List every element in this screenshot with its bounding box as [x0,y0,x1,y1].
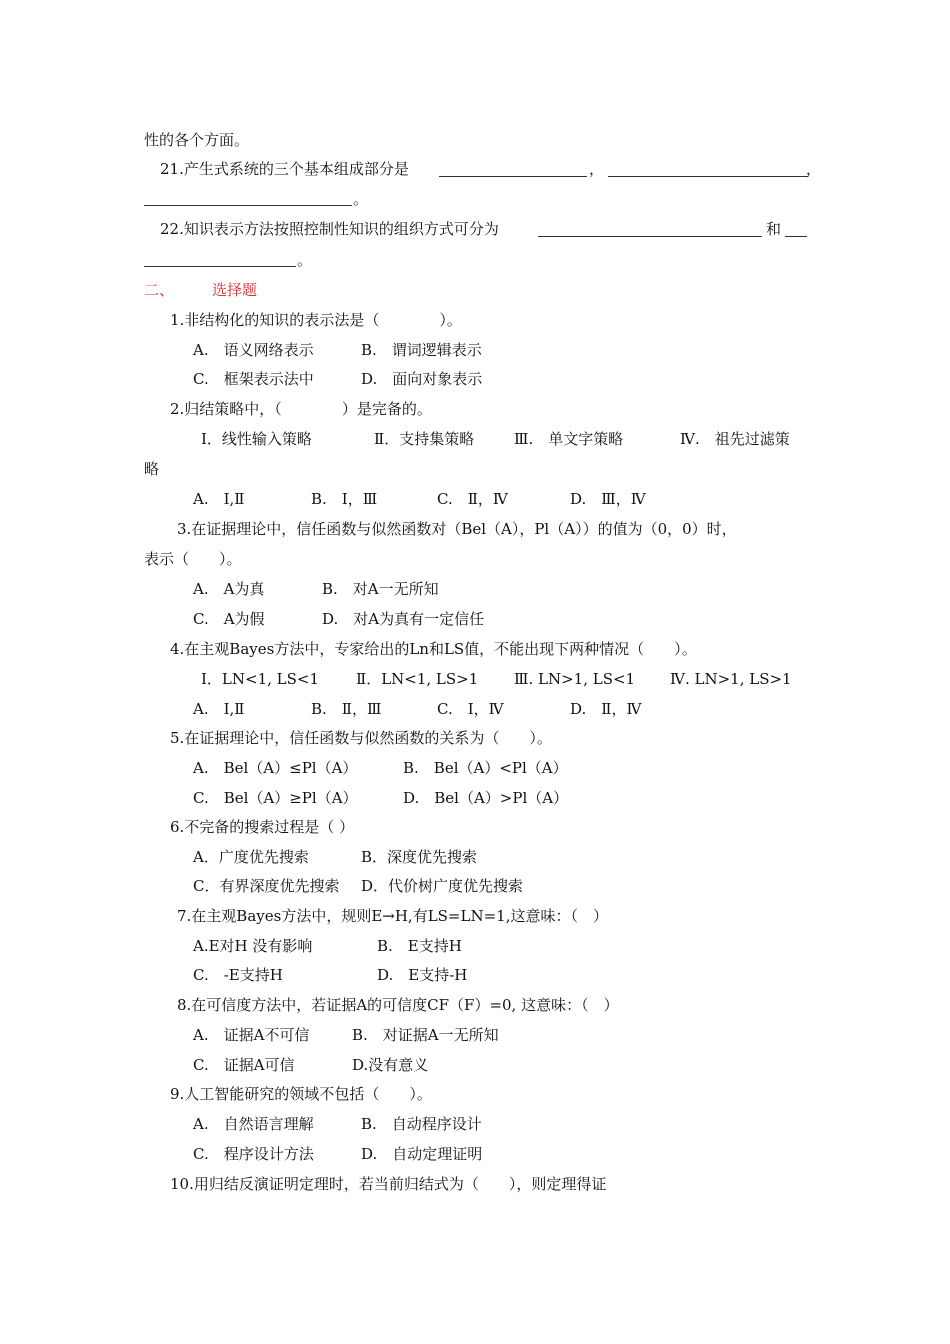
q4-item-4: Ⅳ. LN>1, LS>1 [670,670,792,688]
q22-blank-1 [538,236,762,237]
q4-option-d: D. Ⅱ，Ⅳ [570,700,642,718]
q2-item-3: Ⅲ. 单文字策略 [514,430,624,448]
q3-option-b: B. 对A一无所知 [322,580,439,598]
q7-option-a: A.E对H 没有影响 [193,937,313,955]
q2-option-a: A. Ⅰ,Ⅱ [193,490,245,508]
q5-option-c: C. Bel（A）≥Pl（A） [193,789,358,807]
q5-option-d: D. Bel（A）>Pl（A） [403,789,569,807]
q22-end: 。 [297,251,313,269]
q21-blank-3 [144,205,352,206]
q2-stem: 2.归结策略中，（ ）是完备的。 [170,400,432,418]
q22-blank-2 [144,266,296,267]
q1-option-a: A. 语义网络表示 [193,341,314,359]
q21-text: 21.产生式系统的三个基本组成部分是 [160,160,409,178]
q21-separator-1: ， [589,160,605,178]
q2-item-2: Ⅱ．支持集策略 [374,430,475,448]
q9-option-a: A. 自然语言理解 [193,1115,314,1133]
q6-option-b: B．深度优先搜索 [361,848,478,866]
q5-option-b: B. Bel（A）<Pl（A） [403,759,568,777]
q3-stem: 3.在证据理论中，信任函数与似然函数对（Bel（A），Pl（A））的值为（0，0）时， [177,520,737,538]
q3-option-a: A. A为真 [193,580,265,598]
q8-option-a: A. 证据A不可信 [193,1026,310,1044]
q8-option-c: C. 证据A可信 [193,1056,295,1074]
q9-stem: 9.人工智能研究的领域不包括（ ）。 [170,1085,432,1103]
q4-item-3: Ⅲ. LN>1, LS<1 [514,670,636,688]
q22-and: 和 [766,220,782,238]
q8-option-b: B. 对证据A一无所知 [352,1026,499,1044]
q7-option-d: D. E支持-H [377,966,468,984]
q6-option-a: A．广度优先搜索 [193,848,309,866]
q4-item-1: Ⅰ．LN<1, LS<1 [201,670,320,688]
q9-option-b: B. 自动程序设计 [361,1115,482,1133]
q9-option-c: C. 程序设计方法 [193,1145,314,1163]
q8-stem: 8.在可信度方法中，若证据A的可信度CF（F）=0, 这意味：（ ） [177,996,619,1014]
q21-blank-2 [608,176,808,177]
q5-stem: 5.在证据理论中，信任函数与似然函数的关系为（ ）。 [170,729,552,747]
q4-item-2: Ⅱ．LN<1, LS>1 [356,670,479,688]
q1-stem: 1.非结构化的知识的表示法是（ ）。 [170,311,462,329]
q3-option-c: C. A为假 [193,610,265,628]
q2-option-b: B. Ⅰ，Ⅲ [311,490,378,508]
q3-option-d: D. 对A为真有一定信任 [322,610,485,628]
q7-stem: 7.在主观Bayes方法中，规则E→H,有LS=LN=1,这意味：（ ） [177,907,608,925]
q22-blank-2-start [785,236,807,237]
q10-stem: 10.用归结反演证明定理时，若当前归结式为（ ），则定理得证 [170,1175,607,1193]
q4-option-b: B. Ⅱ，Ⅲ [311,700,382,718]
q2-item-4-continuation: 略 [144,460,160,478]
q22-text: 22.知识表示方法按照控制性知识的组织方式可分为 [160,220,499,238]
q4-stem: 4.在主观Bayes方法中，专家给出的Ln和LS值，不能出现下两种情况（ ）。 [170,640,697,658]
q4-option-a: A. Ⅰ,Ⅱ [193,700,245,718]
q7-option-b: B. E支持H [377,937,462,955]
section-title: 选择题 [212,281,258,299]
q2-option-d: D. Ⅲ，Ⅳ [570,490,646,508]
q21-blank-1 [439,176,587,177]
q6-option-d: D．代价树广度优先搜索 [361,877,524,895]
q9-option-d: D. 自动定理证明 [361,1145,483,1163]
q1-option-b: B. 谓词逻辑表示 [361,341,482,359]
q6-stem: 6.不完备的搜索过程是（ ） [170,818,355,836]
q1-option-c: C. 框架表示法中 [193,370,314,388]
q21-separator-2: ， [806,160,822,178]
q2-item-1: Ⅰ．线性输入策略 [201,430,312,448]
q7-option-c: C. -E支持H [193,966,283,984]
q3-stem-continuation: 表示（ ）。 [144,550,242,568]
q5-option-a: A. Bel（A）≤Pl（A） [193,759,358,777]
q6-option-c: C．有界深度优先搜索 [193,877,340,895]
section-number: 二、 [144,281,175,299]
q4-option-c: C. Ⅰ，Ⅳ [437,700,504,718]
q8-option-d: D.没有意义 [352,1056,429,1074]
q21-end: 。 [353,190,369,208]
q1-option-d: D. 面向对象表示 [361,370,483,388]
q2-item-4: Ⅳ. 祖先过滤策 [680,430,790,448]
q2-option-c: C. Ⅱ，Ⅳ [437,490,508,508]
continuation-text: 性的各个方面。 [144,131,250,149]
